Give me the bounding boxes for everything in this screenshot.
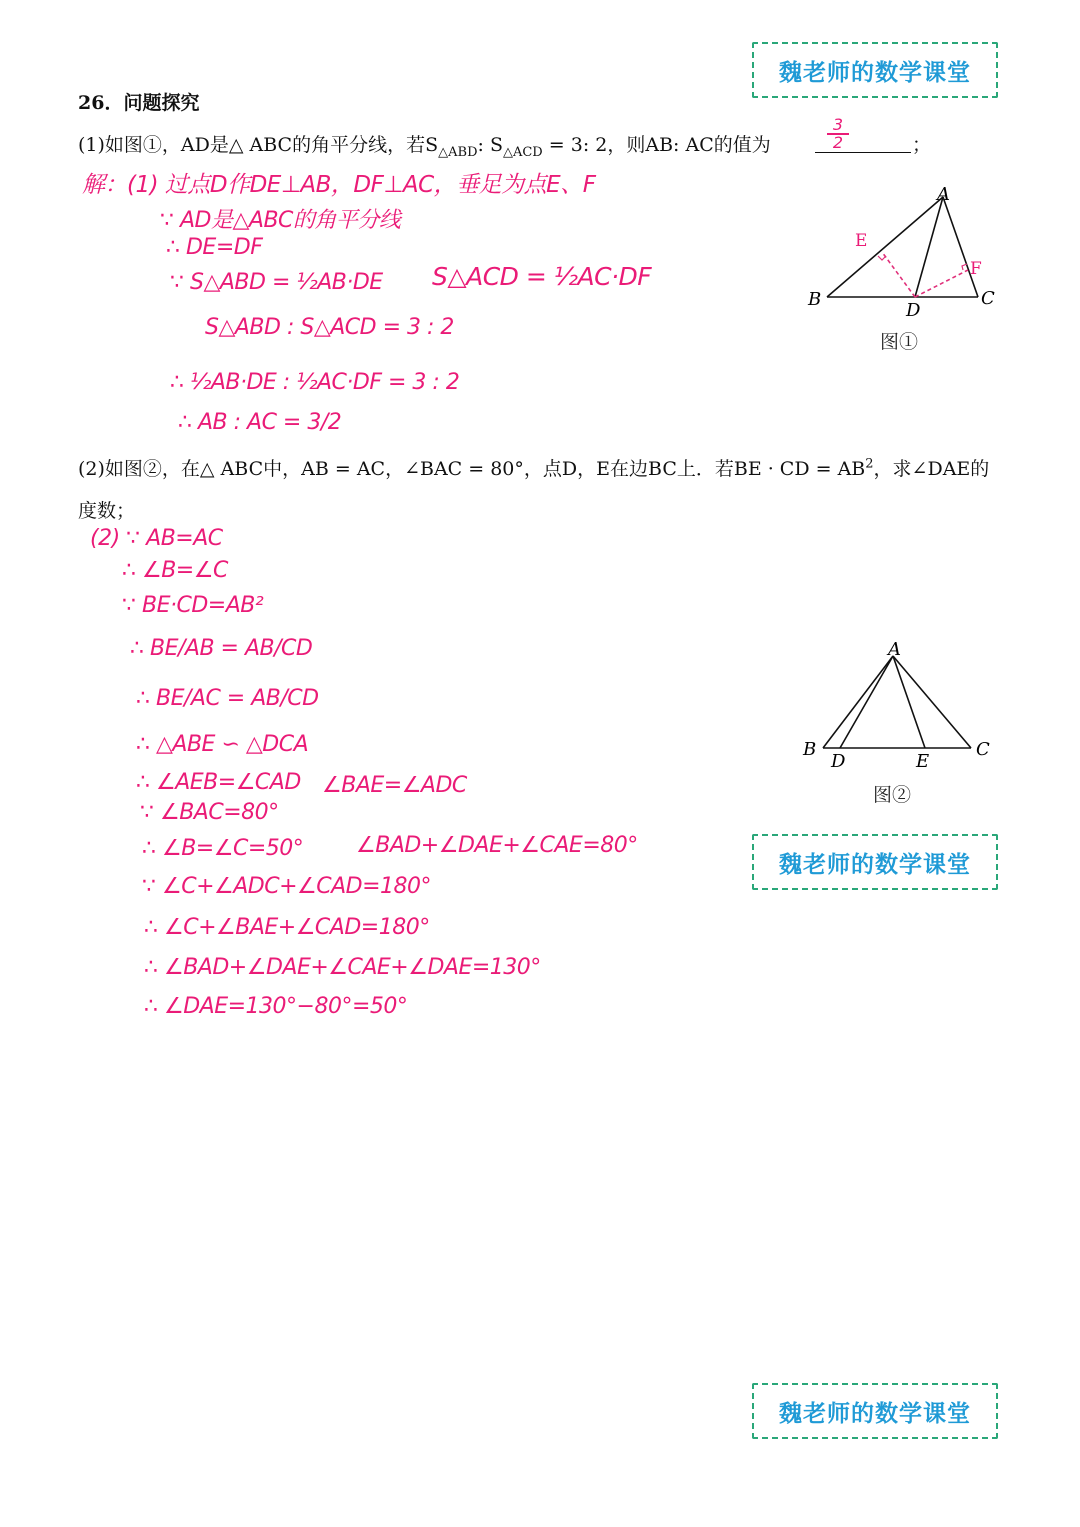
- watermark-stamp-bottom: 魏老师的数学课堂: [752, 1383, 998, 1439]
- fig2-label-E: E: [916, 751, 930, 772]
- sol1-line-1: ∵ AD是△ABC的角平分线: [160, 208, 401, 233]
- fig1-label-C: C: [981, 288, 995, 309]
- part2-text-end: ，求∠DAE的: [873, 458, 990, 480]
- fig2-label-C: C: [976, 739, 990, 760]
- sol2-line-0: (2) ∵ AB=AC: [90, 526, 223, 551]
- fig1-label-D: D: [906, 300, 921, 317]
- fig1-label-A: A: [937, 184, 950, 205]
- fig2-label-B: B: [803, 739, 817, 760]
- sol1-line-2: ∴ DE=DF: [166, 235, 263, 260]
- sol1-line-4: S△ACD = ½AC·DF: [432, 262, 652, 291]
- sol2-line-9: ∴ ∠B=∠C=50°: [142, 836, 304, 861]
- sol2-line-2: ∵ BE·CD=AB²: [122, 593, 264, 618]
- fig2-label-A: A: [888, 639, 901, 660]
- part1-colon: : S: [477, 134, 503, 156]
- sol2-line-4: ∴ BE/AC = AB/CD: [136, 686, 319, 711]
- sol1-line-3: ∵ S△ABD = ½AB·DE: [170, 270, 383, 295]
- part1-text-after: = 3: 2，则AB: AC的值为: [542, 134, 771, 156]
- part1-sub2: △ACD: [502, 144, 543, 160]
- fig2-label-D: D: [831, 751, 846, 772]
- part1-sub1: △ABD: [438, 144, 478, 160]
- fig1-label-E: E: [855, 231, 868, 251]
- sol2-line-14: ∴ ∠DAE=130°−80°=50°: [144, 994, 408, 1019]
- answer-denominator: 2: [832, 133, 844, 152]
- answer-handwritten: [818, 115, 858, 152]
- sol2-line-3: ∴ BE/AB = AB/CD: [130, 636, 313, 661]
- sol2-line-12: ∴ ∠C+∠BAE+∠CAD=180°: [144, 915, 430, 940]
- sol1-line-7: ∴ AB : AC = 3/2: [178, 410, 342, 435]
- sol1-line-6: ∴ ½AB·DE : ½AC·DF = 3 : 2: [170, 370, 460, 395]
- part2-sup: 2: [865, 456, 874, 472]
- sol2-line-13: ∴ ∠BAD+∠DAE+∠CAE+∠DAE=130°: [144, 955, 541, 980]
- sol2-line-11: ∵ ∠C+∠ADC+∠CAD=180°: [142, 874, 432, 899]
- sol2-line-8: ∵ ∠BAC=80°: [140, 800, 279, 825]
- figure2-caption: 图②: [873, 784, 912, 806]
- sol1-line-0: 解：(1) 过点D作DE⊥AB，DF⊥AC，垂足为点E、F: [82, 172, 596, 198]
- fig1-label-B: B: [808, 289, 822, 310]
- part1-end: ；: [912, 134, 932, 156]
- answer-numerator: 3: [832, 115, 844, 134]
- sol2-line-7: ∠BAE=∠ADC: [322, 773, 467, 798]
- sol1-line-5: S△ABD : S△ACD = 3 : 2: [205, 315, 454, 340]
- figure1-diagram: [800, 182, 1010, 317]
- question-title: 26．问题探究: [78, 92, 200, 114]
- figure2-diagram: [795, 636, 1005, 776]
- part1-statement: [78, 130, 771, 160]
- sol2-line-6: ∴ ∠AEB=∠CAD: [136, 770, 301, 795]
- answer-blank: [815, 152, 911, 153]
- sol2-line-10: ∠BAD+∠DAE+∠CAE=80°: [356, 833, 638, 858]
- sol2-line-1: ∴ ∠B=∠C: [122, 558, 228, 583]
- watermark-stamp-middle: 魏老师的数学课堂: [752, 834, 998, 890]
- part2-text: (2)如图②，在△ ABC中，AB = AC，∠BAC = 80°，点D，E在边BC上．若BE · CD = AB: [78, 458, 866, 480]
- fig1-label-F: F: [970, 259, 982, 279]
- part2-statement-line2: 度数；: [78, 500, 136, 522]
- part1-text-before: (1)如图①，AD是△ ABC的角平分线，若S: [78, 134, 439, 156]
- sol2-line-5: ∴ △ABE ∽ △DCA: [136, 732, 309, 757]
- watermark-stamp-top: 魏老师的数学课堂: [752, 42, 998, 98]
- figure1-caption: 图①: [880, 331, 919, 353]
- part2-statement-line1: [78, 454, 989, 481]
